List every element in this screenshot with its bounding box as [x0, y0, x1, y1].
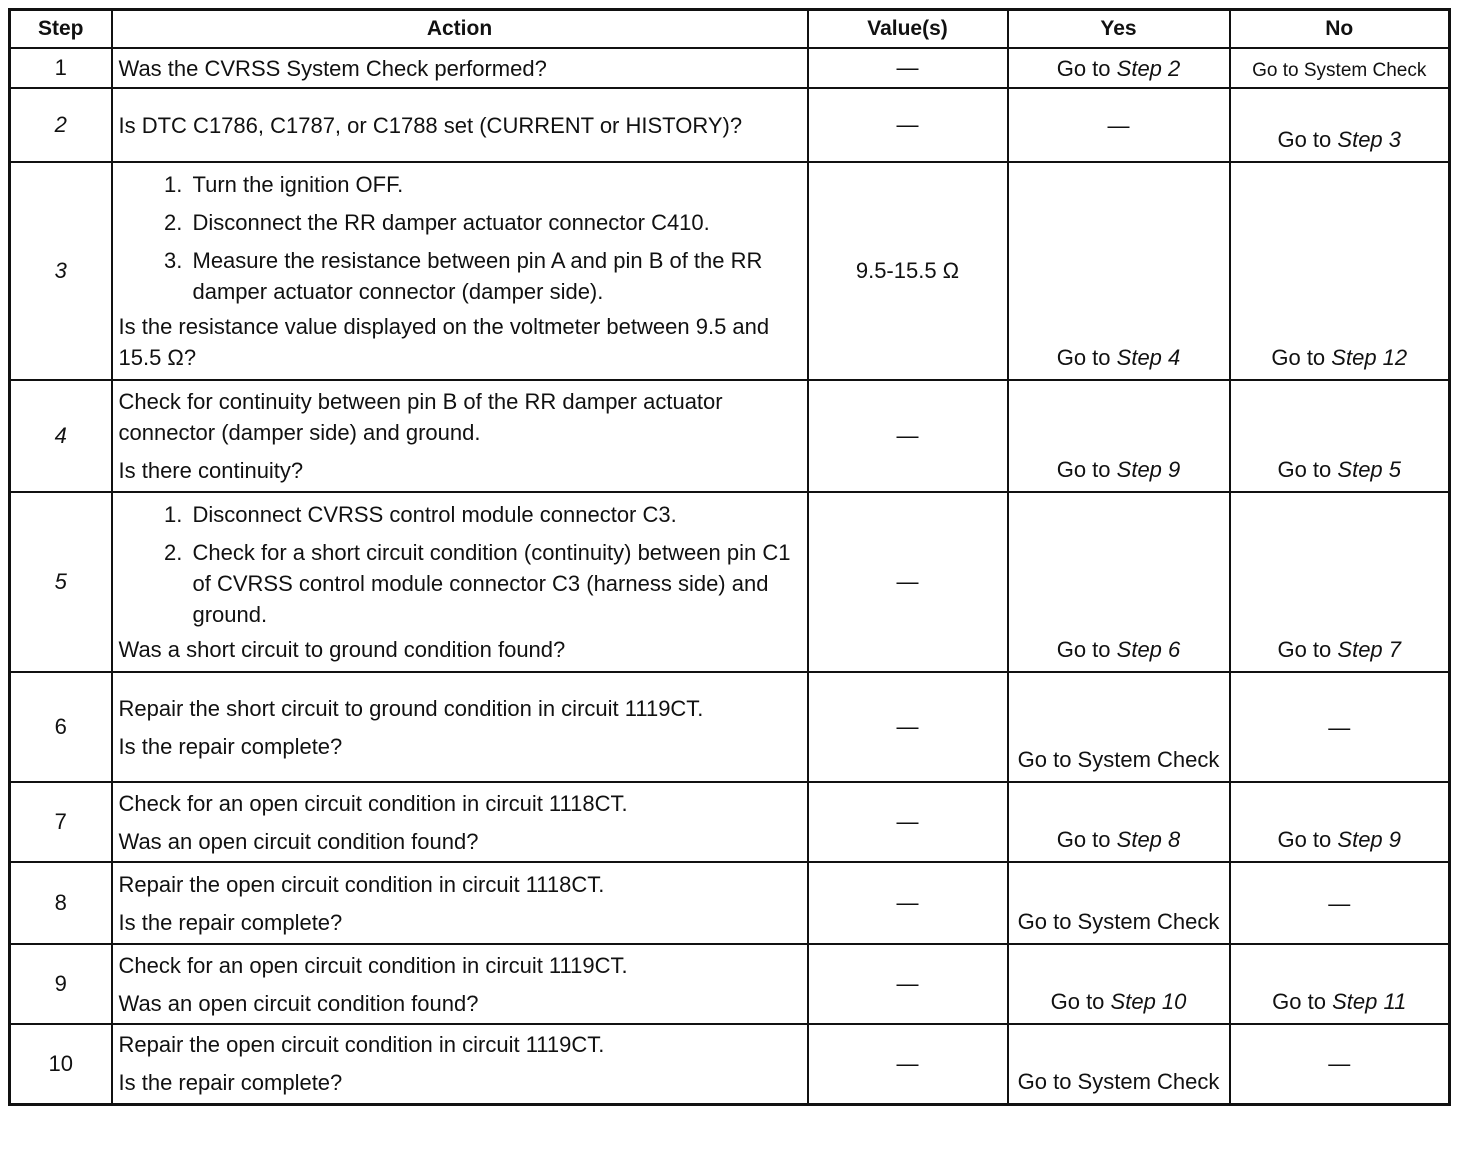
table-row [10, 380, 1450, 492]
step-number: 10 [10, 1024, 112, 1104]
no-cell-text: Go to [1271, 345, 1326, 370]
yes-cell-step-ref: Step 6 [1116, 637, 1181, 662]
action-step-item: 2. Disconnect the RR damper actuator connector C410. [189, 207, 801, 238]
action-instruction: Check for continuity between pin B of the RR damper actuator connector (damper side) and ground. [118, 389, 723, 445]
action-cell [112, 492, 808, 672]
header-action: Action [112, 10, 808, 49]
yes-cell-text: Go to System Check [1017, 747, 1220, 772]
action-step-item: 2. Check for a short circuit condition (continuity) between pin C1 of CVRSS control module connector C3 (harness side) and ground. [189, 537, 801, 630]
no-cell-step-ref: Step 11 [1332, 989, 1407, 1014]
action-steps-list [119, 499, 801, 630]
step-number: 4 [10, 380, 112, 492]
action-instruction: Check for an open circuit condition in circuit 1118CT. [118, 790, 628, 816]
no-cell [1230, 672, 1450, 782]
yes-cell [1008, 672, 1230, 782]
action-instruction: Repair the open circuit condition in circuit 1119CT. [118, 1032, 605, 1058]
diagnostic-table [8, 8, 1451, 1106]
table-row [10, 672, 1450, 782]
table-body [10, 48, 1450, 1104]
action-question: Was the CVRSS System Check performed? [118, 55, 547, 81]
yes-cell [1008, 48, 1230, 88]
action-instruction: Repair the open circuit condition in circuit 1118CT. [118, 871, 605, 897]
no-cell-text: Go to [1277, 637, 1332, 662]
step-number: 6 [10, 672, 112, 782]
yes-cell-step-ref: Step 2 [1116, 56, 1181, 81]
header-step: Step [10, 10, 112, 49]
action-cell [112, 782, 808, 862]
yes-cell-text: Go to [1056, 56, 1111, 81]
action-question: Is the repair complete? [118, 909, 343, 935]
table-row [10, 862, 1450, 944]
no-cell [1230, 88, 1450, 162]
action-question: Is DTC C1786, C1787, or C1788 set (CURRENT or HISTORY)? [118, 112, 743, 138]
no-cell [1230, 782, 1450, 862]
no-cell-text: Go to [1277, 127, 1332, 152]
yes-cell-text: Go to [1056, 827, 1111, 852]
action-steps-list [119, 169, 801, 307]
yes-cell [1008, 862, 1230, 944]
no-cell-step-ref: Step 7 [1337, 637, 1402, 662]
no-cell-text: Go to [1277, 457, 1332, 482]
no-cell-text: Go to System Check [1252, 60, 1427, 81]
value-cell: — [808, 944, 1008, 1024]
action-question: Is the repair complete? [118, 733, 343, 759]
action-cell [112, 48, 808, 88]
no-cell-text: — [1328, 890, 1351, 916]
action-instruction: Check for an open circuit condition in circuit 1119CT. [118, 952, 628, 978]
no-cell [1230, 944, 1450, 1024]
no-cell-text: — [1328, 1051, 1351, 1077]
action-question: Is there continuity? [118, 458, 304, 483]
action-question: Was an open circuit condition found? [118, 828, 479, 854]
yes-cell [1008, 88, 1230, 162]
yes-cell [1008, 380, 1230, 492]
header-row [10, 10, 1450, 49]
no-cell [1230, 48, 1450, 88]
no-cell-text: — [1328, 714, 1351, 740]
yes-cell-text: Go to [1056, 345, 1111, 370]
no-cell-text: Go to [1272, 989, 1326, 1014]
action-cell [112, 862, 808, 944]
step-number: 5 [10, 492, 112, 672]
action-step-item: 3. Measure the resistance between pin A and pin B of the RR damper actuator connector (damper side). [189, 245, 801, 307]
step-number: 2 [10, 88, 112, 162]
step-number: 8 [10, 862, 112, 944]
step-number: 1 [10, 48, 112, 88]
value-cell: — [808, 1024, 1008, 1104]
value-cell: — [808, 672, 1008, 782]
action-question: Is the resistance value displayed on the voltmeter between 9.5 and 15.5 Ω? [118, 314, 770, 370]
value-cell: — [808, 782, 1008, 862]
step-number: 7 [10, 782, 112, 862]
yes-cell-text: Go to [1056, 457, 1111, 482]
yes-cell-text: Go to System Check [1017, 1068, 1220, 1094]
table-row [10, 782, 1450, 862]
action-cell [112, 1024, 808, 1104]
value-cell: 9.5-15.5 Ω [808, 162, 1008, 380]
no-cell-step-ref: Step 5 [1337, 457, 1402, 482]
header-yes: Yes [1008, 10, 1230, 49]
no-cell-step-ref: Step 9 [1337, 827, 1402, 852]
yes-cell-text: Go to System Check [1017, 909, 1220, 934]
no-cell-text: Go to [1277, 827, 1332, 852]
value-cell: — [808, 48, 1008, 88]
value-cell: — [808, 862, 1008, 944]
value-cell: — [808, 88, 1008, 162]
action-cell [112, 944, 808, 1024]
value-cell: — [808, 380, 1008, 492]
step-number: 9 [10, 944, 112, 1024]
no-cell [1230, 380, 1450, 492]
no-cell [1230, 492, 1450, 672]
action-question: Is the repair complete? [118, 1070, 343, 1096]
yes-cell-step-ref: Step 9 [1116, 457, 1181, 482]
step-number: 3 [10, 162, 112, 380]
no-cell-step-ref: Step 3 [1337, 127, 1402, 152]
yes-cell-text: Go to [1050, 989, 1105, 1014]
yes-cell-step-ref: Step 10 [1110, 989, 1187, 1014]
table-row [10, 492, 1450, 672]
header-no: No [1230, 10, 1450, 49]
yes-cell-text: — [1107, 112, 1130, 138]
yes-cell-step-ref: Step 8 [1116, 827, 1181, 852]
action-step-item: 1. Disconnect CVRSS control module connector C3. [189, 499, 801, 530]
action-cell [112, 88, 808, 162]
action-cell [112, 162, 808, 380]
yes-cell [1008, 1024, 1230, 1104]
value-cell: — [808, 492, 1008, 672]
action-question: Was an open circuit condition found? [118, 990, 479, 1016]
yes-cell [1008, 492, 1230, 672]
action-instruction: Repair the short circuit to ground condition in circuit 1119CT. [118, 695, 704, 721]
yes-cell-step-ref: Step 4 [1116, 345, 1181, 370]
yes-cell [1008, 782, 1230, 862]
action-question: Was a short circuit to ground condition found? [118, 637, 566, 662]
no-cell [1230, 162, 1450, 380]
table-row [10, 162, 1450, 380]
yes-cell [1008, 162, 1230, 380]
table-row [10, 88, 1450, 162]
action-cell [112, 380, 808, 492]
no-cell [1230, 1024, 1450, 1104]
header-values: Value(s) [808, 10, 1008, 49]
no-cell-step-ref: Step 12 [1331, 345, 1408, 370]
table-row [10, 1024, 1450, 1104]
table-row [10, 944, 1450, 1024]
no-cell [1230, 862, 1450, 944]
yes-cell-text: Go to [1056, 637, 1111, 662]
action-cell [112, 672, 808, 782]
yes-cell [1008, 944, 1230, 1024]
action-step-item: 1. Turn the ignition OFF. [189, 169, 801, 200]
table-row [10, 48, 1450, 88]
